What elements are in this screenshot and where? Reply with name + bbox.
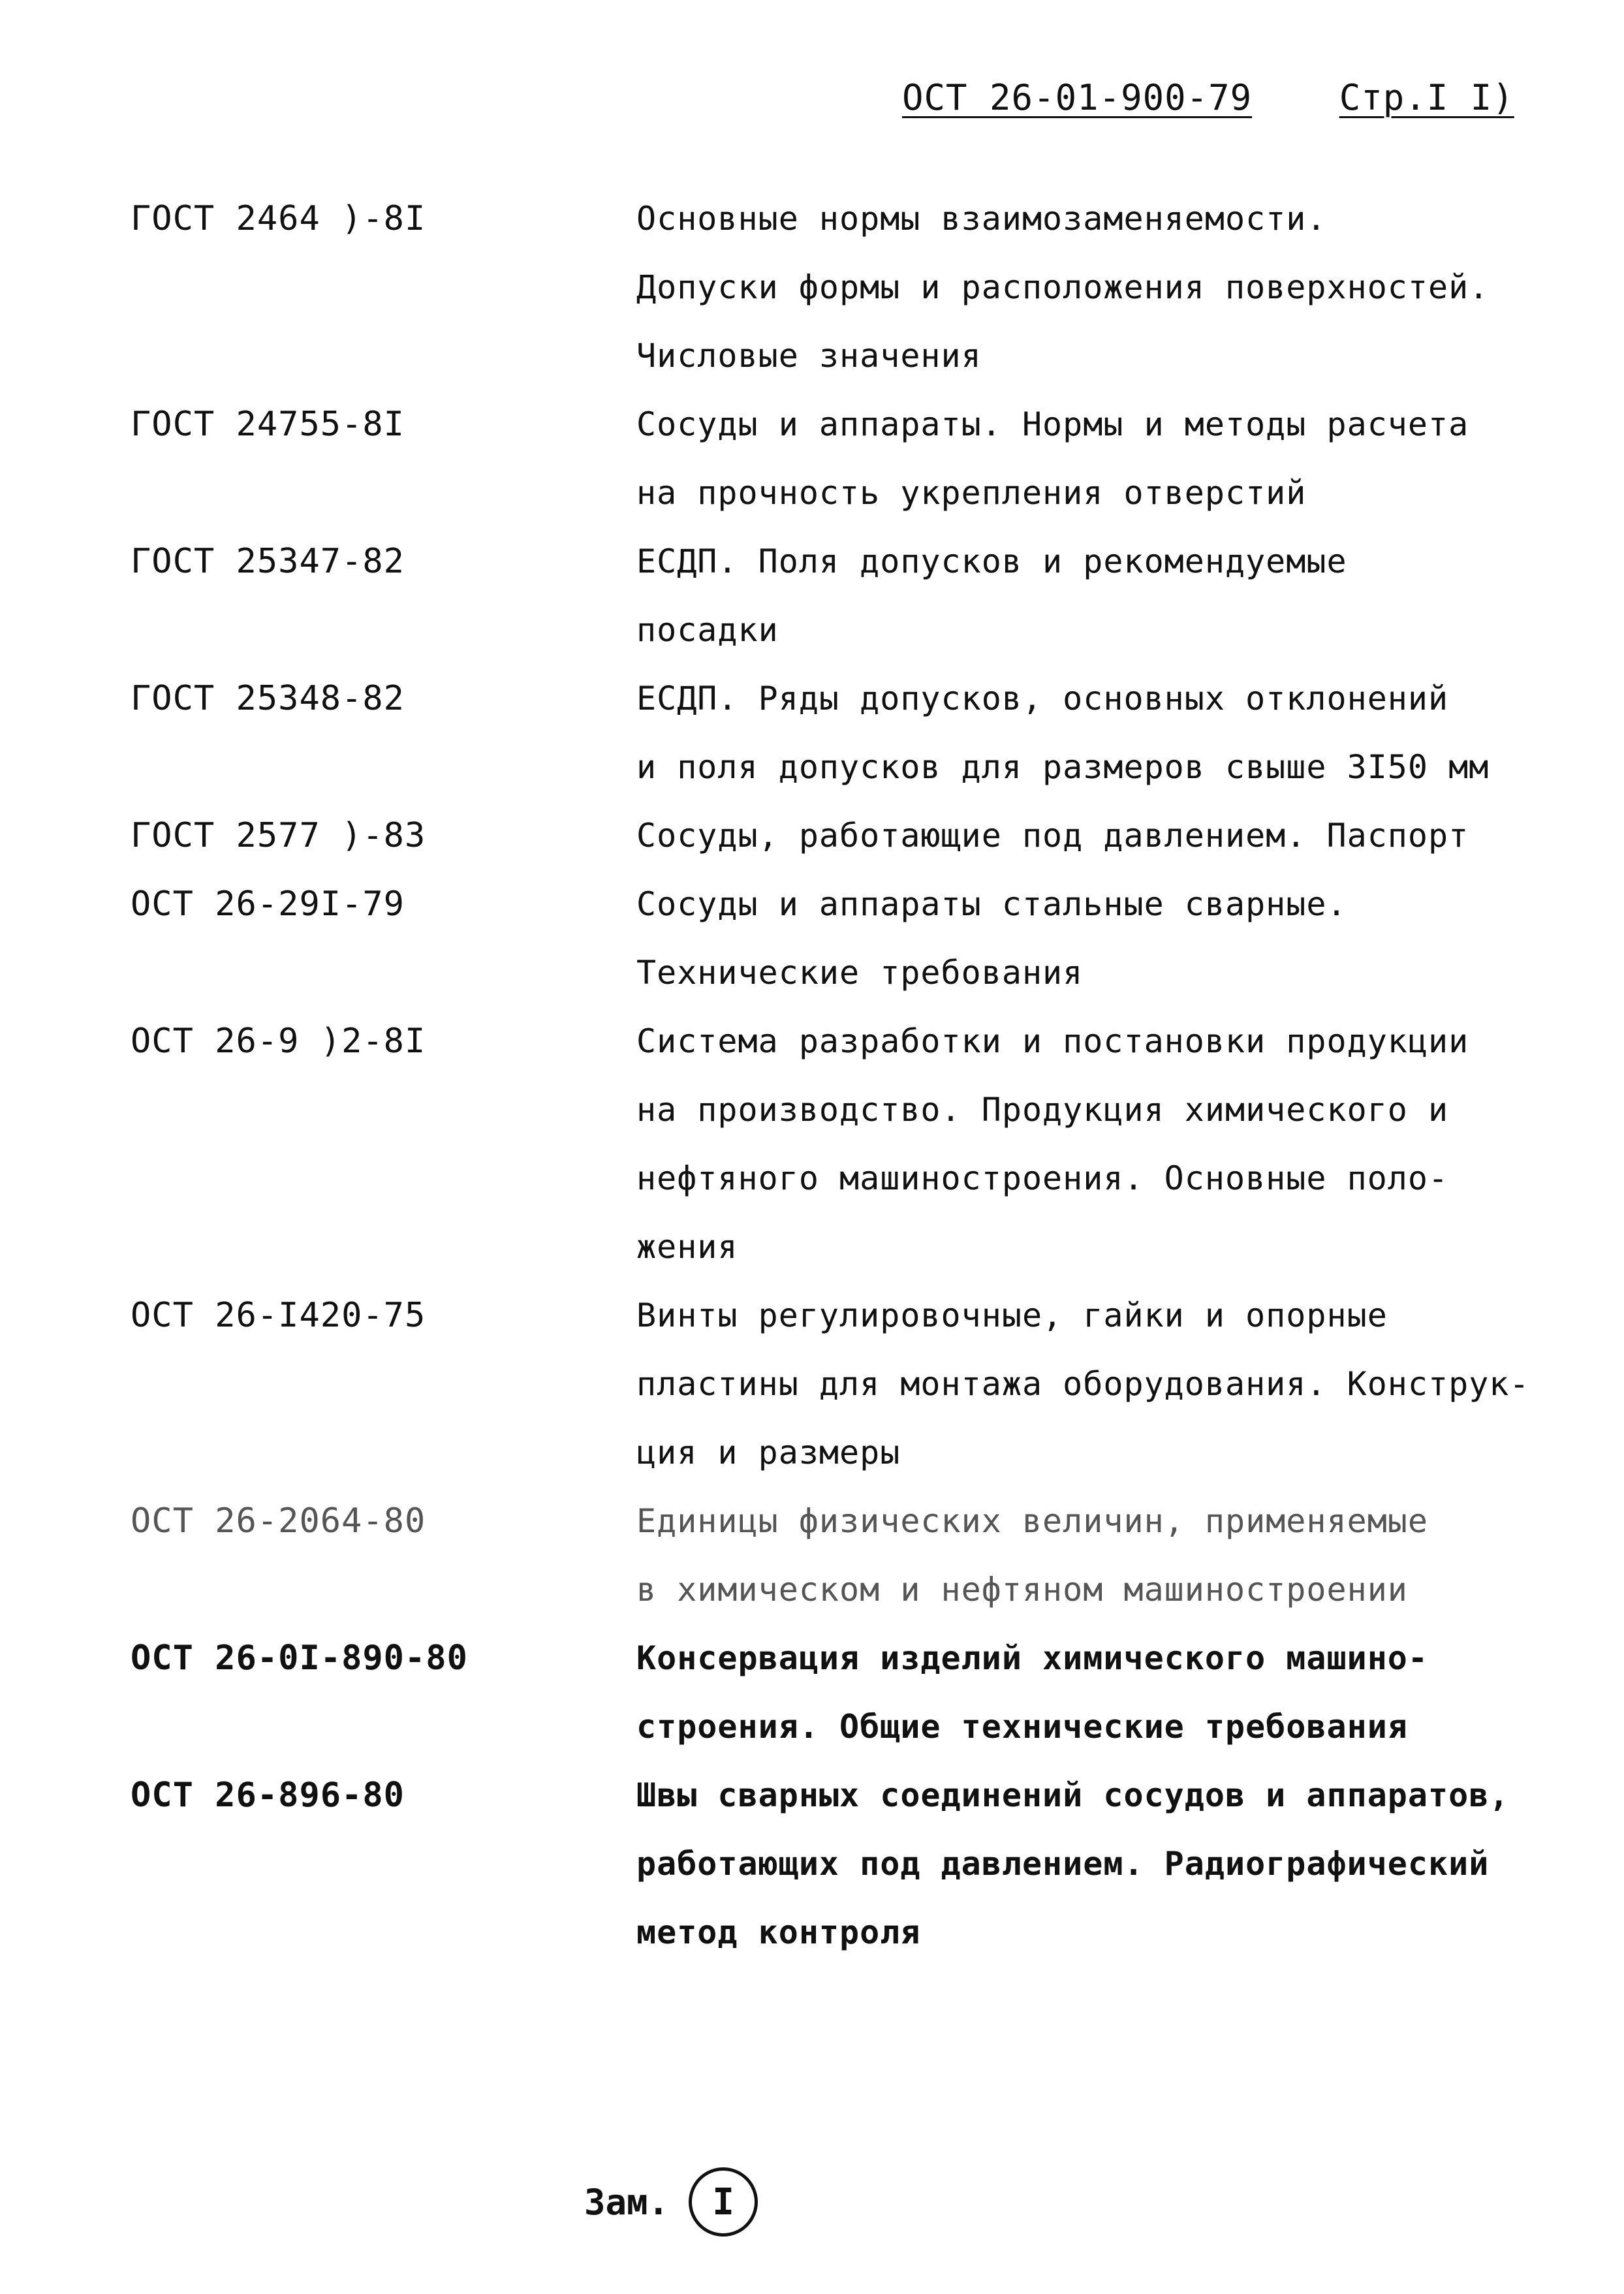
title-line: Единицы физических величин, применяемые <box>636 1502 1428 1540</box>
standard-designation: ГОСТ 25347-82 <box>131 542 405 581</box>
title-line: Основные нормы взаимозаменяемости. <box>636 200 1327 238</box>
standard-title <box>636 1624 1550 1761</box>
standard-designation: ОСТ 26-I420-75 <box>131 1296 426 1335</box>
title-line: метод контроля <box>636 1913 921 1951</box>
reference-entry <box>0 527 1624 665</box>
title-line: нефтяного машиностроения. Основные поло- <box>636 1159 1449 1197</box>
reference-entry <box>0 1487 1624 1624</box>
reference-entry <box>0 1007 1624 1281</box>
standard-designation: ОСТ 26-896-80 <box>131 1776 405 1815</box>
standard-designation: ОСТ 26-9 )2-8I <box>131 1022 426 1061</box>
reference-entry <box>0 802 1624 870</box>
standard-title <box>636 1761 1550 1967</box>
title-line: Числовые значения <box>636 337 982 375</box>
change-mark <box>584 2167 758 2237</box>
title-line: на прочность укрепления отверстий <box>636 474 1307 512</box>
standard-designation: ГОСТ 24755-8I <box>131 405 405 444</box>
reference-entry <box>0 1281 1624 1487</box>
title-line: на производство. Продукция химического и <box>636 1091 1449 1129</box>
standard-designation: ОСТ 26-0I-890-80 <box>131 1639 468 1678</box>
title-line: Винты регулировочные, гайки и опорные <box>636 1296 1388 1334</box>
title-line: работающих под давлением. Радиографический <box>636 1845 1490 1883</box>
standard-designation: ОСТ 26-29I-79 <box>131 885 405 924</box>
standard-title <box>636 802 1550 870</box>
reference-list <box>0 185 1624 1967</box>
standard-designation: ГОСТ 2577 )-83 <box>131 816 426 855</box>
title-line: ция и размеры <box>636 1434 901 1471</box>
title-line: Швы сварных соединений сосудов и аппаратов, <box>636 1776 1510 1814</box>
reference-entry <box>0 665 1624 802</box>
reference-entry <box>0 185 1624 390</box>
title-line: пластины для монтажа оборудования. Конструк- <box>636 1365 1530 1403</box>
standard-designation: ГОСТ 25348-82 <box>131 679 405 718</box>
reference-entry <box>0 1624 1624 1761</box>
standard-title <box>636 527 1550 665</box>
standard-title <box>636 390 1550 527</box>
title-line: Сосуды и аппараты. Нормы и методы расчета <box>636 405 1469 443</box>
title-line: Сосуды и аппараты стальные сварные. <box>636 885 1347 923</box>
standard-title <box>636 870 1550 1007</box>
standard-designation: ОСТ 26-2064-80 <box>131 1501 426 1541</box>
title-line: ЕСДП. Ряды допусков, основных отклонений <box>636 680 1449 717</box>
standard-title <box>636 1487 1550 1624</box>
title-line: строения. Общие технические требования <box>636 1708 1408 1746</box>
title-line: Допуски формы и расположения поверхностей. <box>636 268 1490 306</box>
title-line: Консервация изделий химического машино- <box>636 1639 1428 1677</box>
standard-title <box>636 185 1550 390</box>
title-line: в химическом и нефтяном машиностроении <box>636 1571 1408 1609</box>
title-line: посадки <box>636 611 779 649</box>
change-label: Зам. <box>584 2181 670 2223</box>
standard-title <box>636 1281 1550 1487</box>
reference-entry <box>0 1761 1624 1967</box>
reference-entry <box>0 870 1624 1007</box>
standard-title <box>636 1007 1550 1281</box>
page-number: Стр.I I) <box>1339 77 1514 118</box>
title-line: Система разработки и постановки продукции <box>636 1022 1469 1060</box>
title-line: ЕСДП. Поля допусков и рекомендуемые <box>636 542 1347 580</box>
change-number: I <box>712 2180 734 2223</box>
standard-title <box>636 665 1550 802</box>
title-line: Сосуды, работающие под давлением. Паспорт <box>636 817 1469 855</box>
change-number-circle <box>689 2167 758 2237</box>
document-code: ОСТ 26-01-900-79 <box>902 77 1253 118</box>
title-line: Технические требования <box>636 954 1084 992</box>
reference-entry <box>0 390 1624 527</box>
standard-designation: ГОСТ 2464 )-8I <box>131 199 426 238</box>
title-line: и поля допусков для размеров свыше 3I50 мм <box>636 748 1490 786</box>
page-header <box>902 77 1514 118</box>
title-line: жения <box>636 1228 738 1266</box>
